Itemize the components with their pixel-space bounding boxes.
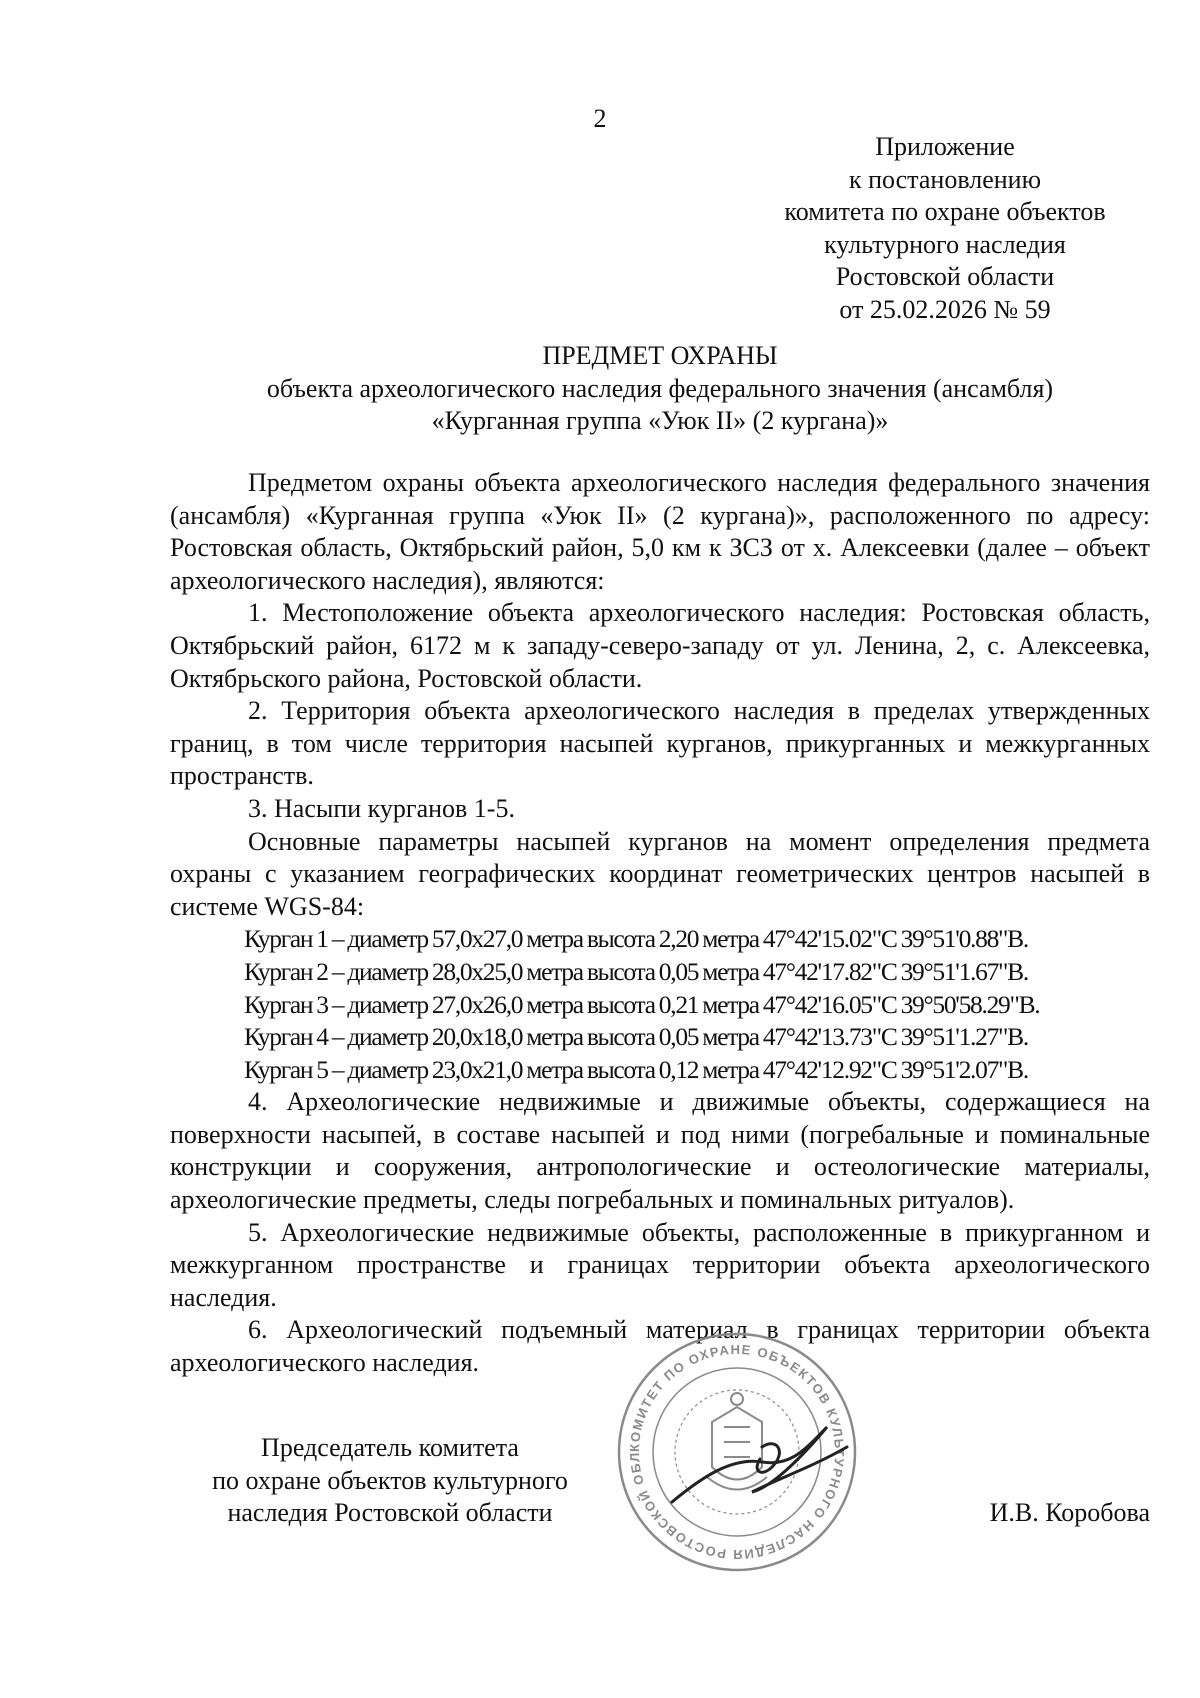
intro-paragraph: Предметом охраны объекта археологического наследия федерального значения (ансамбля) «Курганная группа «Уюк II» (2 кургана)», расположенного по адресу: Ростовская область, Октябрьский район, 5,0 км к ЗСЗ от х. Алексеевки (далее – объект археологического наследия), являются: bbox=[170, 468, 1150, 595]
item-5-paragraph: 5. Археологические недвижимые объекты, расположенные в прикурганном и межкурганном пространстве и границах территории объекта археологического наследия. bbox=[170, 1217, 1150, 1312]
seal-ring-text: КОМИТЕТ ПО ОХРАНЕ ОБЪЕКТОВ КУЛЬТУРНОГО НАСЛЕДИЯ РОСТОВСКОЙ ОБЛ bbox=[626, 1341, 848, 1563]
kurgan-row: Курган 5 – диаметр 23,0х21,0 метра высота 0,12 метра 47°42'12.92"С 39°51'2.07"В. bbox=[244, 1054, 1028, 1084]
document-body bbox=[170, 467, 1150, 1380]
appendix-date-line: от 25.02.2026 № 59 bbox=[839, 294, 1051, 324]
signatory-title-line: наследия Ростовской области bbox=[227, 1498, 553, 1527]
kurgan-row: Курган 3 – диаметр 27,0х26,0 метра высота 0,21 метра 47°42'16.05"С 39°50'58.29"В. bbox=[244, 989, 1040, 1019]
appendix-line: Приложение bbox=[875, 132, 1015, 161]
item-3-paragraph: 3. Насыпи курганов 1-5. bbox=[248, 793, 515, 823]
document-title bbox=[170, 340, 1150, 438]
appendix-line: к постановлению bbox=[848, 164, 1042, 194]
params-paragraph: Основные параметры насыпей курганов на момент определения предмета охраны с указанием географических координат геометрических центров насыпей в системе WGS-84: bbox=[170, 826, 1150, 921]
item-1-paragraph: 1. Местоположение объекта археологического наследия: Ростовская область, Октябрьский район, 6172 м к западу-северо-западу от ул. Ленина, 2, с. Алексеевка, Октябрьского района, Ростовской области. bbox=[170, 598, 1150, 693]
signatory-title-line: Председатель комитета bbox=[261, 1433, 519, 1462]
page-number: 2 bbox=[593, 104, 607, 133]
title-subline: объекта археологического наследия федерального значения (ансамбля) bbox=[266, 373, 1054, 403]
title-subline: «Курганная группа «Уюк II» (2 кургана)» bbox=[431, 406, 889, 435]
signatory-title bbox=[170, 1432, 610, 1530]
kurgan-row: Курган 1 – диаметр 57,0х27,0 метра высота 2,20 метра 47°42'15.02"С 39°51'0.88"В. bbox=[244, 924, 1028, 954]
appendix-block bbox=[760, 131, 1130, 326]
item-4-paragraph: 4. Археологические недвижимые и движимые объекты, содержащиеся на поверхности насыпей, в составе насыпей и под ними (погребальные и поминальные конструкции и сооружения, антропологические и остеологические материалы, археологические предметы, следы погребальных и поминальных ритуалов). bbox=[170, 1087, 1150, 1215]
kurgan-list bbox=[170, 923, 1150, 1086]
kurgan-row: Курган 2 – диаметр 28,0х25,0 метра высота 0,05 метра 47°42'17.82"С 39°51'1.67"В. bbox=[244, 956, 1028, 986]
item-6-paragraph: 6. Археологический подъемный материал в границах территории объекта археологического наследия. bbox=[170, 1315, 1150, 1378]
appendix-line: культурного наследия bbox=[824, 229, 1066, 259]
signatory-name: И.В. Коробова bbox=[989, 1498, 1150, 1527]
seal-icon bbox=[612, 1327, 862, 1577]
signatory-title-line: по охране объектов культурного bbox=[212, 1465, 568, 1495]
title-heading: ПРЕДМЕТ ОХРАНЫ bbox=[542, 341, 778, 370]
appendix-line: Ростовской области bbox=[835, 262, 1055, 291]
item-2-paragraph: 2. Территория объекта археологического наследия в пределах утвержденных границ, в том числе территория насыпей курганов, прикурганных и межкурганных пространств. bbox=[170, 696, 1150, 791]
appendix-line: комитета по охране объектов bbox=[784, 197, 1106, 226]
kurgan-row: Курган 4 – диаметр 20,0х18,0 метра высота 0,05 метра 47°42'13.73"С 39°51'1.27"В. bbox=[244, 1022, 1028, 1052]
official-seal-stamp bbox=[612, 1327, 862, 1577]
